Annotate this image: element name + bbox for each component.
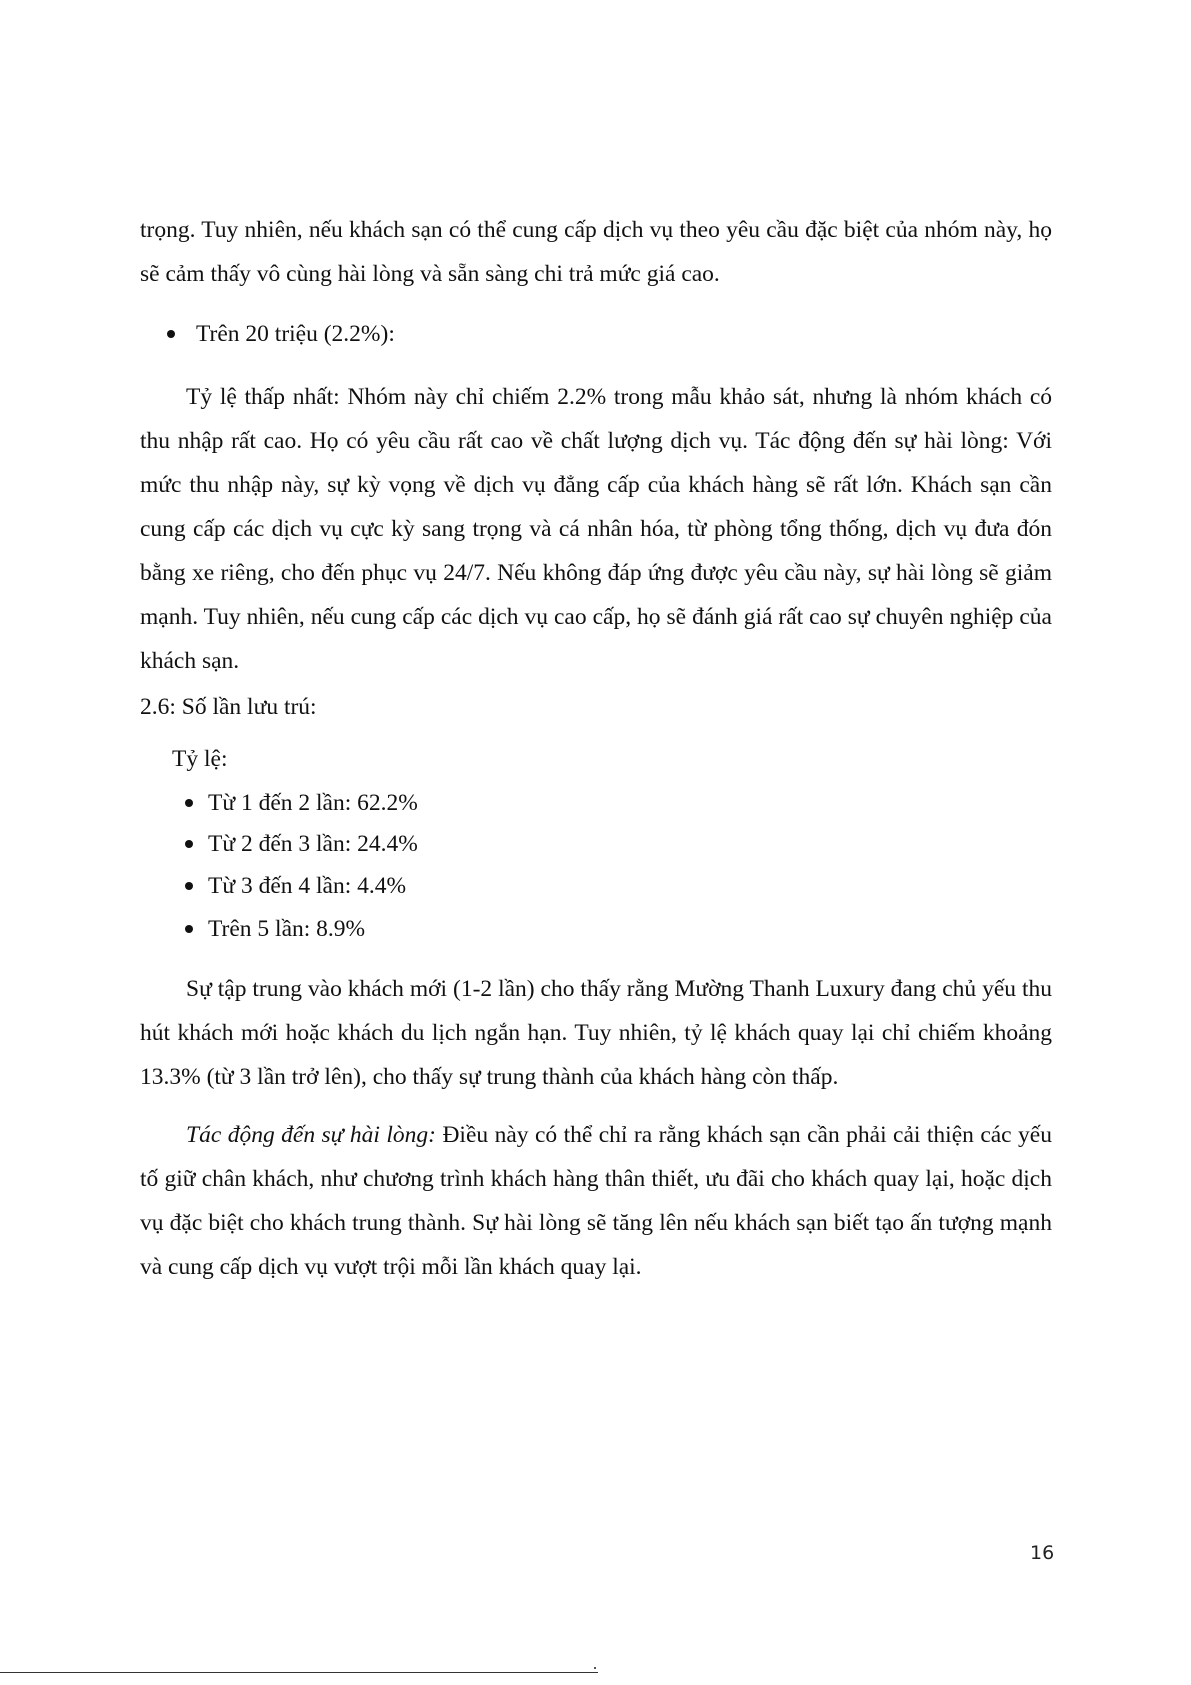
page-number: 16 xyxy=(1030,1542,1055,1564)
section-heading: 2.6: Số lần lưu trú: xyxy=(140,694,317,720)
income-bullet-label: Trên 20 triệu (2.2%): xyxy=(196,321,395,347)
income-paragraph: Tỷ lệ thấp nhất: Nhóm này chỉ chiếm 2.2% trong mẫu khảo sát, nhưng là nhóm khách có thu nhập rất cao. Họ có yêu cầu rất cao về chất lượng dịch vụ. Tác động đến sự hài lòng: Với mức thu nhập này, sự kỳ vọng về dịch vụ đẳng cấp của khách hàng sẽ rất lớn. Khách sạn cần cung cấp các dịch vụ cực kỳ sang trọng và cá nhân hóa, từ phòng tổng thống, dịch vụ đưa đón bằng xe riêng, cho đến phục vụ 24/7. Nếu không đáp ứng được yêu cầu này, sự hài lòng sẽ giảm mạnh. Tuy nhiên, nếu cung cấp các dịch vụ cao cấp, họ sẽ đánh giá rất cao sự chuyên nghiệp của khách sạn. xyxy=(140,384,1052,674)
bullet-icon xyxy=(167,330,175,338)
footer-mark xyxy=(594,1667,596,1669)
impact-text: Điều này có thể chỉ ra rằng khách sạn cần phải cải thiện các yếu tố giữ chân khách, như chương trình khách hàng thân thiết, ưu đãi cho khách quay lại, hoặc dịch vụ đặc biệt cho khách trung thành. Sự hài lòng sẽ tăng lên nếu khách sạn biết tạo ấn tượng mạnh và cung cấp dịch vụ vượt trội mỗi lần khách quay lại. xyxy=(140,1122,1052,1280)
bullet-icon xyxy=(185,799,193,807)
paragraph-continuation: trọng. Tuy nhiên, nếu khách sạn có thể cung cấp dịch vụ theo yêu cầu đặc biệt của nhóm này, họ sẽ cảm thấy vô cùng hài lòng và sẵn sàng chi trả mức giá cao. xyxy=(140,217,1052,287)
list-item-text: Từ 3 đến 4 lần: 4.4% xyxy=(208,873,407,899)
list-item-text: Từ 1 đến 2 lần: 62.2% xyxy=(208,790,418,816)
list-item-text: Trên 5 lần: 8.9% xyxy=(208,916,366,942)
impact-paragraph xyxy=(140,1113,1052,1289)
ratio-label: Tỷ lệ: xyxy=(172,746,228,772)
bullet-icon xyxy=(185,925,193,933)
bullet-icon xyxy=(185,840,193,848)
bullet-icon xyxy=(185,882,193,890)
impact-label: Tác động đến sự hài lòng: xyxy=(186,1122,436,1148)
list-item-text: Từ 2 đến 3 lần: 24.4% xyxy=(208,831,418,857)
focus-paragraph: Sự tập trung vào khách mới (1-2 lần) cho thấy rằng Mường Thanh Luxury đang chủ yếu thu hút khách mới hoặc khách du lịch ngắn hạn. Tuy nhiên, tỷ lệ khách quay lại chỉ chiếm khoảng 13.3% (từ 3 lần trở lên), cho thấy sự trung thành của khách hàng còn thấp. xyxy=(140,976,1052,1090)
footer-divider xyxy=(0,1672,598,1673)
